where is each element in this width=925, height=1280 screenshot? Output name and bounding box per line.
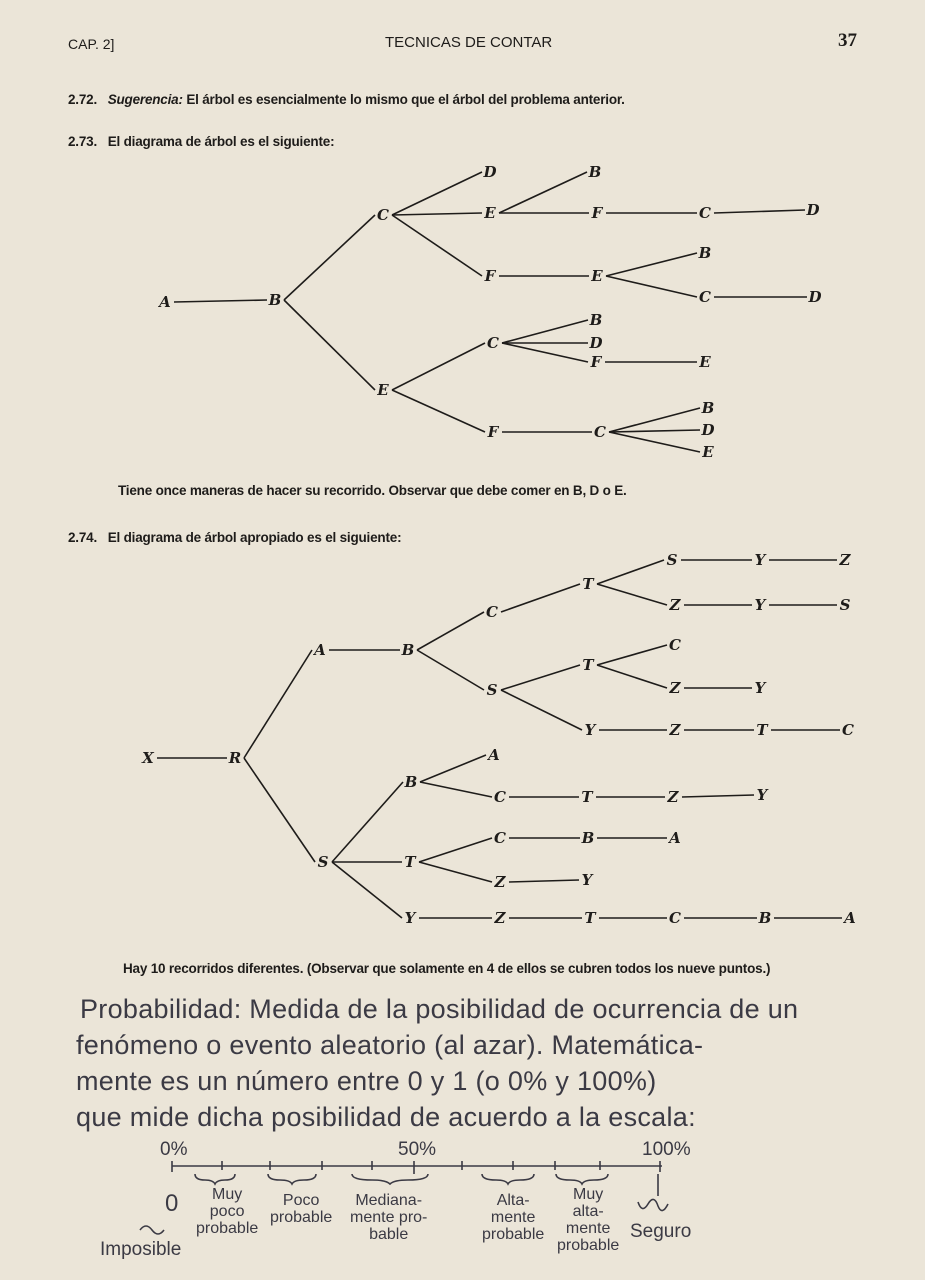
tree2-node: Y	[404, 909, 416, 927]
brace-unlikely	[268, 1174, 316, 1184]
scale-very-likely: Muy alta- mente probable	[557, 1186, 620, 1254]
tree2-node: S	[486, 681, 498, 699]
tree1-node: E	[591, 267, 603, 285]
brace-very-likely	[556, 1174, 608, 1184]
tree2-node: Z	[839, 551, 851, 569]
tree1-node: B	[588, 163, 602, 181]
tree2-node: Y	[584, 721, 596, 739]
problem-text: El diagrama de árbol es el siguiente:	[107, 134, 335, 149]
scale-label-0pct: 0%	[160, 1139, 188, 1160]
tree1-node: D	[589, 334, 603, 352]
tree1-node: C	[594, 423, 606, 441]
scale-unlikely: Poco probable	[270, 1192, 333, 1226]
scale-impossible: Imposible	[100, 1239, 182, 1260]
scale-label-50pct: 50%	[398, 1139, 437, 1160]
tree2-caption: Hay 10 recorridos diferentes. (Observar que solamente en 4 de ellos se cubren todos los nueve puntos.)	[123, 961, 771, 976]
tree2-node: Y	[581, 871, 593, 889]
tree1-node: C	[699, 288, 711, 306]
tree1-node: C	[699, 204, 711, 222]
tree1-node: D	[701, 421, 715, 439]
tree2-node: A	[488, 746, 500, 764]
chapter-label: CAP. 2]	[68, 36, 115, 52]
scale-zero: 0	[165, 1190, 179, 1217]
problem-label: Sugerencia:	[107, 92, 183, 107]
tree1-node: E	[702, 443, 714, 461]
tree2-node: C	[842, 721, 854, 739]
tree2-node: Z	[669, 721, 681, 739]
tree2-node: A	[669, 829, 681, 847]
tree1-node: D	[483, 163, 497, 181]
tree1-node: F	[590, 353, 602, 371]
scale-certain: Seguro	[630, 1221, 692, 1242]
tree2-node: Z	[494, 873, 506, 891]
tree2-node: Y	[754, 551, 766, 569]
handwritten-line-4: que mide dicha posibilidad de acuerdo a la escala:	[76, 1102, 696, 1132]
problem-number: 2.73.	[68, 134, 98, 149]
problem-text: El árbol es esencialmente lo mismo que el árbol del problema anterior.	[186, 92, 625, 107]
brace-likely	[482, 1174, 534, 1184]
tree2-node: Y	[754, 596, 766, 614]
scale-very-unlikely: Muy poco probable	[196, 1186, 259, 1237]
tree2-node: T	[756, 721, 768, 739]
tree2-node: S	[317, 853, 329, 871]
tree2-node: Z	[669, 596, 681, 614]
handwritten-line-2: fenómeno o evento aleatorio (al azar). Matemática-	[76, 1030, 704, 1060]
scale-medium: Mediana- mente pro- bable	[350, 1192, 428, 1243]
brace-very-unlikely	[195, 1174, 235, 1184]
problem-number: 2.72.	[68, 92, 98, 107]
handwritten-line-1: Probabilidad: Medida de la posibilidad de ocurrencia de un	[80, 994, 799, 1024]
tree2-node: X	[142, 749, 154, 767]
tree2-node: C	[669, 636, 681, 654]
tree2-node: C	[669, 909, 681, 927]
tree2-node: A	[314, 641, 326, 659]
tree1-node: B	[268, 291, 282, 309]
tree2-node: C	[494, 788, 506, 806]
tree1-node: E	[484, 204, 496, 222]
tree1-node: E	[377, 381, 389, 399]
squiggle-impossible	[140, 1226, 164, 1234]
tree2-node: T	[404, 853, 416, 871]
tree1-node: C	[377, 206, 389, 224]
tree2-node: C	[486, 603, 498, 621]
brace-medium	[352, 1174, 428, 1184]
tree1-node: B	[698, 244, 712, 262]
tree2-node: Z	[667, 788, 679, 806]
tree1-node: F	[487, 423, 499, 441]
tree2-node: T	[582, 656, 594, 674]
scale-ticks	[172, 1161, 660, 1174]
tree1-node: D	[806, 201, 820, 219]
tree2-node: B	[404, 773, 418, 791]
tree1-node: D	[808, 288, 822, 306]
tree1-node: B	[701, 399, 715, 417]
scale-likely: Alta- mente probable	[482, 1192, 545, 1243]
tree1-caption: Tiene once maneras de hacer su recorrido. Observar que debe comer en B, D o E.	[118, 483, 627, 498]
tree2-node: T	[582, 575, 594, 593]
tree1-node: F	[484, 267, 496, 285]
tree2-node: R	[228, 749, 242, 767]
page-header-title: TECNICAS DE CONTAR	[385, 34, 553, 51]
tree1-node: A	[159, 293, 171, 311]
problem-text: El diagrama de árbol apropiado es el siguiente:	[107, 530, 402, 545]
tree2-node: Y	[754, 679, 766, 697]
tree2-node: S	[666, 551, 678, 569]
problem-number: 2.74.	[68, 530, 98, 545]
tree1-node: C	[487, 334, 499, 352]
tree2-node: B	[401, 641, 415, 659]
tree2-node: T	[581, 788, 593, 806]
tree2-node: Z	[669, 679, 681, 697]
tree1-node: E	[699, 353, 711, 371]
handwritten-line-3: mente es un número entre 0 y 1 (o 0% y 100%)	[76, 1066, 657, 1096]
tree2-node: Y	[756, 786, 768, 804]
tree2-node: C	[494, 829, 506, 847]
tree1-node: F	[591, 204, 603, 222]
squiggle-certain	[638, 1199, 668, 1210]
tree1-node: B	[589, 311, 603, 329]
scale-label-100pct: 100%	[642, 1139, 691, 1160]
tree2-node: T	[584, 909, 596, 927]
tree2-node: Z	[494, 909, 506, 927]
page-number: 37	[838, 30, 857, 51]
tree2-node: B	[581, 829, 595, 847]
tree2-node: A	[844, 909, 856, 927]
tree2-node: S	[839, 596, 851, 614]
tree2-node: B	[758, 909, 772, 927]
